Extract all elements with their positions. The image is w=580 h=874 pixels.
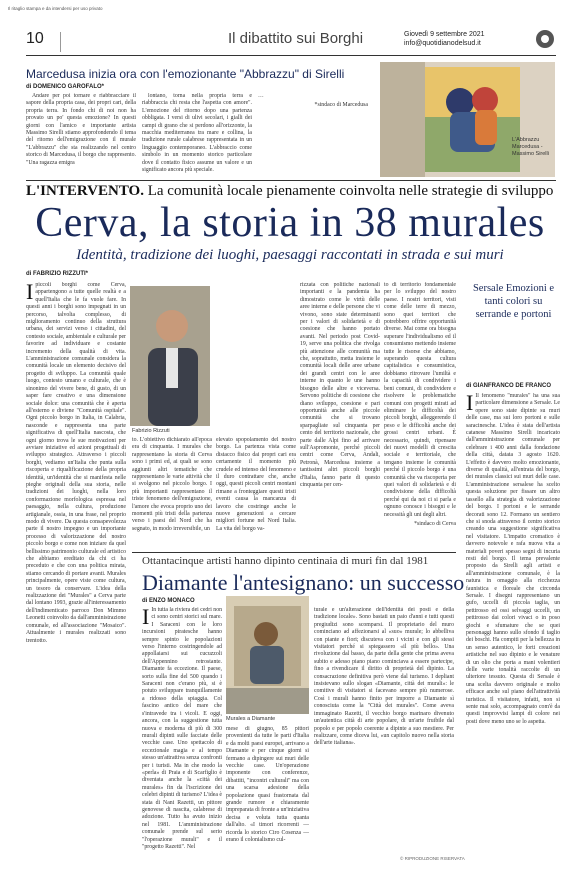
issue-date: Giovedì 9 settembre 2021 [404,31,485,38]
main-col-4: rizzata con politiche nazionali importanti e la pandemia ha dimostrato come le virtù delle aree interne e delle persone che vi vivono, sono state determinanti per i valori di solidarietà e di coesione che hanno portato avanti. Nel periodo post Covid-19, serve una politica che rivolga più attenzione alle comunità ma che, soprattutto, metta insieme le comunità locali delle aree urbane dei grandi centri con le aree interne in quanto le une hanno bisogno delle altre e viceversa. Servono politiche di coesione che diano sviluppo, coesione e pari opportunità anche alle piccole comunità che si trovano sparpagliate sul cinquanta per cento del territorio nazionale, che parte dalle Alpi fino ad arrivare sull'Aspromonte, perché piccoli centri come Cerva, Andali, Petronà, Marcedusa insieme a tantissimi altri piccoli borghi d'Italia, fanno parte di questo cinquanta per cen- [300,282,380,488]
main-kicker [26,183,553,200]
diamante-byline: di ENZO MONACO [142,598,195,604]
top-article-col-1: Andare per poi tornare e riabbracciare il sapore della propria casa, dei propri cari, della propria terra. In fondo chi di noi non ha provato un po' questa emozione? In questi giorni con l'amico e importante artista Massimo Sirelli stiamo approfondendo il tema del ritorno dell'emigrazione con il murale "L'abbrazzu" che sta realizzando nel centro storico di Marcedusa, il borgo che rappresento. "Una ragazza emigra [26,93,136,166]
diamante-title: Diamante l'antesignano: un successo [142,570,465,595]
header-rule [26,55,556,56]
abbrazzu-mural-photo [380,62,555,177]
main-col-1: Ipiccoli borghi come Cerva, appartengono a tutte quelle realtà e a quell'Italia che le fa vuole fare. In questi anni i borghi sono impegnati in un percorso, talvolta complesso, di miglioramento continuo della struttura urbana, dei servizi verso i cittadini, del contesto sociale, ambientale e culturale per favorire ad individuare e costante incremento della qualità di vita. L'amministrazione comunale considera la comunità locale un elemento decisivo del progetto di sviluppo. La comunità quale luogo, contesto umano e culturale, che è sinonimo del vivere bene, di gusto, di un saper fare creativo e una dimensione sociale dolce: una comunità che è aperta all'esterno e diviene "Comunità ospitale". Ogni piccolo borgo in Italia, in Calabria, nasconde e rappresenta una parte significativa di quell'Italia nascosta, che ogni giorno trova le sue motivazioni per avviare iniziative ed azioni progettuali di sviluppo strategico. Attraverso i piccoli borghi, vediamo un'Italia che punta sulla riscoperta e riqualificazione della propria identità, un'identità che si manifesta nelle pieghe originali della sua storia, nelle tradizioni dei luoghi, nella loro conformazione morfologica espressa nel paesaggio, nella cultura, produzione artigianale, ossia, in una frase, nel proprio modo di vivere. Da questa consapevolezza parte il nostro impegno e un importante processo di valorizzazione del nostro piccolo borgo e come non iniziare da quel bellissimo patrimonio culturale ed artistico che abbiamo ereditato da chi ci ha preceduto e che con una politica mirata, stiamo cercando di portare avanti. Murales principalmente, opere viste come cultura, un tesoro da conservare. L'idea della realizzazione dei "Murales" a Cerva parte dal lontano 1993, grazie all'interessamento dell'indimenticato parroco Don Mimmo Leonetti coinvolto da dall'amministrazione comunale, ed all'associazione "Mosaico". Attualmente i murales realizzati sono trentotto. [26,282,126,644]
sersale-aside-title: Sersale Emozioni e tanti colori su serrande e portoni [472,283,555,320]
top-article-col-3: … *sindaco di Marcedusa [258,93,368,109]
publisher-email: info@quotidianodelsud.it [404,40,481,47]
section-title: Il dibattito sui Borghi [228,30,364,47]
main-col-2: to. L'obiettivo dichiarato all'epoca era di cinquanta. I murales che rappresentano la storia di Cerva sono i primi ed, ai quali se sono aggiunti altri tematiche che rappresentano le varie attività che si svolgono nel piccolo borgo. I più importanti rappresentano il triste fenomeno dell'emigrazione, l'amore che evoca proprio uno dei momenti più tristi della partenza verso i paesi del Nord che ha segnato, in modo irreversibile, un [132,437,212,532]
top-article-byline: di DOMENICO GAROFALO* [26,84,104,90]
main-col-5: to di territorio fondamentale per lo sviluppo del nostro paese. I nostri territori, visti come delle terre di mezzo, sono quei territori che potrebbero offrire opportunità diverse. Mai come ora bisogna superare l'individualismo ed il consumismo mettendo insieme tutte le risorse che abbiamo, superando questa cultura capitalistica e consumistica, dobbiamo ritrovare l'umiltà e la capacità di condividere i beni comuni, di condividere e risolvere le problematiche comuni con progetti mirati ad eliminare le difficoltà dei piccoli borghi, alleggerendo il peso e le difficoltà anche dei grossi centri urbani. È necessario, quindi, ripensare dei nuovi modelli di crescita sociale e territoriale, che tengano insieme le comunità perché il piccolo borgo è una comunità che va riscoperta per quei valori di solidarietà e di condivisione della difficoltà perché qui da noi ci si parla e ognuno conosce i bisogni e le necessità gli uni degli altri. *sindaco di Cerva [384,282,456,527]
top-article-col-2: lontano, torna nella propria terra e riabbraccia chi resta che l'aspetta con amore". L'emozione del ritorno dopo una partenza obbligata. I versi di ulivi secolari, i gialli dei campi di grano che si perdono all'orizzonte, la macchia mediterranea tra mare e collina, la tradizione rurale calabrese rappresentata in un linguaggio contemporaneo. L'abbraccio come simbolo in un momento storico particolare dove il contatto fisico assume un valore e un significato ancora più speciale. [142,93,252,174]
diamante-col-3: turale e un'alterazione dell'identità dei posti e della tradizione locale». Sono bastati un paio d'anni e tutti questi pregiudizi sono scomparsi. Il proprietario del muro cominciano ad affezionarsi al «suo» murale; lo abbelliva con piante e fiori; discuteva con i vicini e con gli stessi visitatori perché si spiegassero «il più bello». Una rivoluzione dal basso, da parte della gente che prima aveva subito e adesso piano piano cominciava a essere partecipe, fino a rivendicare il diritto di proprietà del dipinto. La consacrazione definitiva però viene dal turismo. I depliant insistevano sullo slogan «Diamante, città dei murali»: le comitive di visitatori si facevano sempre più numerose. Così i murali hanno finito per imporre a Diamante sì conosciuta come la "Città dei murales". Come aveva immaginato Razetti, il vecchio borgo marinaro divenuto un'autentica città di arte popolare, di un'arte fruibile dal popolo e per popolo coerente a dipinte a suo mestiere. Per realizzare, come diceva lui, «un capitolo nuovo nella storia dell'arte italiana». [314,607,454,747]
sersale-byline: di GIANFRANCO DE FRANCO [466,383,551,389]
kicker-text: La comunità locale pienamente coinvolta nelle strategie di sviluppo [147,183,554,199]
diamante-mural-photo [226,596,309,714]
page-number: 10 [26,30,44,47]
fabrizio-photo-caption: Fabrizio Rizzuti [132,428,170,434]
sersale-col: I Il fenomeno "murales" ha una sua particolare dimensione a Sersale. Le opere sono state dipinte su muri delle case, ma sui loro portoni e sulle saracinesche. L'idea è stata dell'artista catanese Massimo Sirelli incaricato dall'amministrazione comunale per celebrare i 400 anni dalla fondazione della città, datata 3 agosto 1620. L'effetto è davvero molto emozionante, diverse di qualità, all'entrata del borgo, dei murales classici sui muri delle case. L'amministrazione sersalese ha scelto questa soluzione per fissare un altro tassello alla strategia di valorizzazione del borgo. I portoni e le serrande decorati sono 12. Formano un sentiero che si snoda attraverso il centro storico creando una suggestione significativa nel visitatore. L'impatto cromatico è davvero notevole e rafa nuova vita a materiali poveri spesso segni di incuria resti del borgo. Il tema prevalente proposto da Sirelli agli artisti e all'amministrazione comunale, è la natura in omaggio alla ricchezza faunistica e floreale che circonda Sersale. I disegni rappresentano un gufo, uccelli di piccola taglia, un pettirosso ed ossi selvaggi uccelli, un pettirosso dai colori vivaci o in poso giochi e sfumature che se quei personaggi hanno sullo sfondo il taglio dei boschi. Ha compiti per la bellezza in un senso autentico, le forti creazioni artistiche nel suo dipinto e le venature di un olio che porta a mani volentieri delle varie tonalità raccolte di un ulteriore tessuto. Questa di Sersale è una scelta davvero originale e molto efficace anche sul piano dell'attrattività turistica. Il visitatore, infatti, non si sente mai solo, accompagnato com'è da questi improvvisi lampi di colore nei posti dove meno uno se lo aspetta. [466,393,560,725]
lower-article-rule [132,552,456,553]
fabrizio-rizzuti-photo [130,286,210,426]
dropcap: I [26,282,34,304]
main-subhead: Identità, tradizione dei luoghi, paesaggi raccontati in strada e sui muri [76,247,504,263]
main-headline: Cerva, la storia in 38 murales [35,200,545,246]
diamante-kicker: Ottantacinque artisti hanno dipinto centinaia di muri fin dal 1981 [142,555,429,567]
header-divider [60,32,61,52]
main-col-3: elevato spopolamento del nostro borgo. La partenza vista come distacco fisico dai propri cari era certamente il momento più crudele ed intenso del fenomeno e il duro contrattare che, anche oggi, questi piccoli centri montani rimane a fronteggiare questi tristi eventi causa la mancanza di lavoro che costringe anche le nuove generazioni a cercare migliori fortune nel Nord Italia. La vita del borgo va- [216,437,296,532]
press-clipping-notice: Il ritaglio stampa e da intendersi per uso privato [8,6,103,11]
newspaper-logo-icon [536,30,554,48]
reproduction-notice: © RIPRODUZIONE RISERVATA [400,856,465,861]
diamante-col-1: I In tutta la riviera dei cedri non ci sono centri storici sul mare. I Saraceni con le loro incursioni piratesche hanno sempre spinto le popolazioni verso l'interno costringendole ad appollaiarsi sui cucuzzoli dell'Appennino retrostante. Diamante fa eccezione. Il paese, sorto sulla fine del 500 quando i Saraceni non c'erano più, si è potuto sviluppare tranquillamente a ridosso della spiaggia. Col fascino antico del mare che s'intravede tra i vicoli. E oggi, ancora, con la suggestione tutta nuova e moderna di più di 300 murali dipinti sulle facciate delle vecchie case. Uno spettacolo di eccezionale magia e al tempo stesso un'attrattiva senza confronti per i turisti. Ma in che modo la «perla» di Praia e di Scarfiglio è diventata anche la «città dei murales» fin da l'iscrizione dei celebri dipinti di turismo? L'idea è stata di Nani Razetti, un pittore genovese di nascita, calabrese di adozione. Tutto ha avuto inizio nel 1981. L'amministrazione comunale prende sul serio "l'operazione murali" e il "progetto Razetti". Nel [142,607,222,850]
abbrazzu-photo-caption: L'Abbrazzu Marcedusa - Massimo Sirelli [512,137,549,157]
kicker-label: L'INTERVENTO. [26,183,144,199]
top-article-title: Marcedusa inizia ora con l'emozionante "Abbrazzu" di Sirelli [26,67,345,81]
top-article-rule [26,180,556,181]
main-byline: di FABRIZIO RIZZUTI* [26,271,88,277]
diamante-photo-caption: Murales a Diamante [226,716,276,722]
diamante-col-2: mese di giugno, 85 pittori provenienti da tutte le parti d'Italia e da molti paesi europei, arrivano a Diamante e per cinque giorni si fermano a dipingere sui muri delle vecchie case. Un'operazione imponente con conferenze, dibattiti, "incontri culturali" ma con una scarsa adesione della popolazione quasi frastornata dal grande rumore e chiaramente impreparata di fronte a un'iniziativa decisa e voluta tutta quanta dall'alto. «I timori ricorrenti — ricorda lo storico Ciro Cosenza — erano il colonialismo cul- [226,726,309,844]
